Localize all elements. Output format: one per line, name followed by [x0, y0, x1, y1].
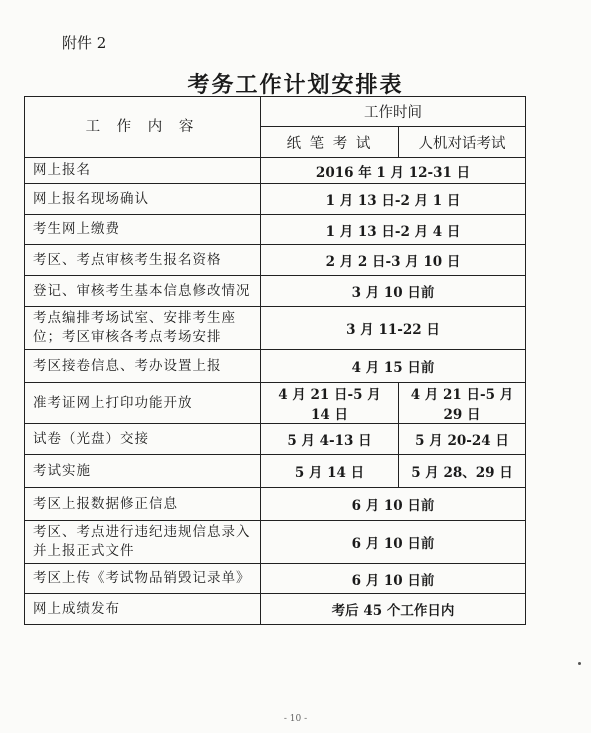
task-cell: 试卷（光盘）交接 [25, 424, 261, 455]
time-cell: 1 月 13 日-2 月 1 日 [261, 184, 526, 215]
page-number: - 10 - [283, 714, 308, 724]
scan-speck [578, 662, 581, 665]
header-task: 工 作 内 容 [25, 97, 261, 158]
table-row [25, 564, 526, 594]
computer-time-cell: 5 月 28、29 日 [399, 455, 526, 488]
task-cell: 考区上报数据修正信息 [25, 488, 261, 521]
computer-time-cell: 5 月 20-24 日 [399, 424, 526, 455]
time-cell: 6 月 10 日前 [261, 488, 526, 521]
paper-time-cell: 4 月 21 日-5 月 14 日 [261, 383, 399, 424]
page-title: 考务工作计划安排表 [187, 72, 404, 98]
header-paper-exam: 纸 笔 考 试 [261, 127, 399, 158]
task-cell: 网上报名 [25, 158, 261, 184]
task-cell: 网上报名现场确认 [25, 184, 261, 215]
time-cell: 考后 45 个工作日内 [261, 594, 526, 625]
time-cell: 6 月 10 日前 [261, 521, 526, 564]
task-cell: 登记、审核考生基本信息修改情况 [25, 276, 261, 307]
task-cell: 考区、考点进行违纪违规信息录入并上报正式文件 [25, 521, 261, 564]
table-row [25, 424, 526, 455]
table-row [25, 307, 526, 350]
table-row [25, 521, 526, 564]
task-cell: 考生网上缴费 [25, 215, 261, 245]
table-row [25, 215, 526, 245]
schedule-table [24, 96, 526, 625]
time-cell: 3 月 10 日前 [261, 276, 526, 307]
header-computer-exam: 人机对话考试 [399, 127, 526, 158]
table-row [25, 245, 526, 276]
table-row [25, 184, 526, 215]
task-cell: 考区接卷信息、考办设置上报 [25, 350, 261, 383]
task-cell: 考点编排考场试室、安排考生座位；考区审核各考点考场安排 [25, 307, 261, 350]
time-cell: 4 月 15 日前 [261, 350, 526, 383]
task-cell: 考试实施 [25, 455, 261, 488]
paper-time-cell: 5 月 4-13 日 [261, 424, 399, 455]
table-row [25, 158, 526, 184]
task-cell: 考区上传《考试物品销毁记录单》 [25, 564, 261, 594]
time-cell: 3 月 11-22 日 [261, 307, 526, 350]
time-cell: 2016 年 1 月 12-31 日 [261, 158, 526, 184]
time-cell: 2 月 2 日-3 月 10 日 [261, 245, 526, 276]
table-header-row [25, 97, 526, 127]
table-row [25, 455, 526, 488]
header-time: 工作时间 [261, 97, 526, 127]
table-row [25, 276, 526, 307]
time-cell: 6 月 10 日前 [261, 564, 526, 594]
task-cell: 网上成绩发布 [25, 594, 261, 625]
table-row [25, 383, 526, 424]
annex-label: 附件 2 [62, 34, 107, 52]
time-cell: 1 月 13 日-2 月 4 日 [261, 215, 526, 245]
computer-time-cell: 4 月 21 日-5 月 29 日 [399, 383, 526, 424]
table-row [25, 488, 526, 521]
table-row [25, 594, 526, 625]
table-row [25, 350, 526, 383]
task-cell: 准考证网上打印功能开放 [25, 383, 261, 424]
task-cell: 考区、考点审核考生报名资格 [25, 245, 261, 276]
paper-time-cell: 5 月 14 日 [261, 455, 399, 488]
